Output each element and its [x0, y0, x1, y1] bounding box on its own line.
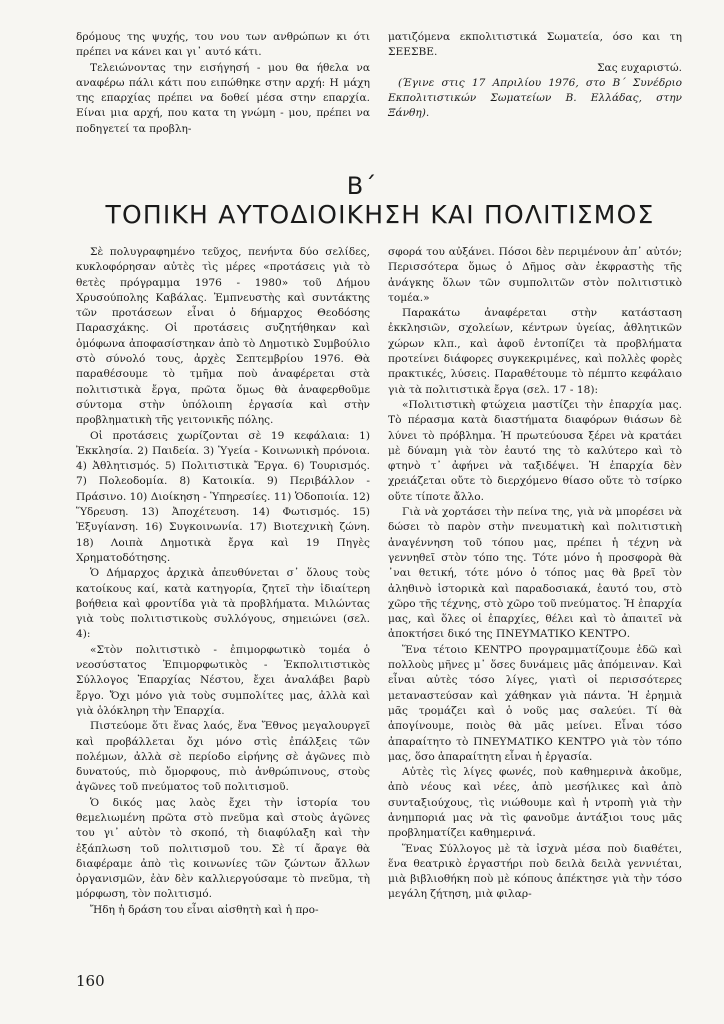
paragraph: Σὲ πολυγραφημένο τεῦχος, πενήντα δύο σελίδες, κυκλοφόρησαν αὐτὲς τὶς μέρες «προτάσεις γιὰ τὸ θετὲς πρόγραμμα 1976 - 1980» τοῦ Δήμου Χρυσούπολης Καβάλας. Ἐμπνευστὴς καὶ συντάκτης τῶν προτάσεων εἶναι ὁ δήμαρχος Θεοδόσης Παρασχάκης. Οἱ προτάσεις συζητήθηκαν καὶ ὁμόφωνα ἀποφασίστηκαν ἀπὸ τὸ Δημοτικὸ Συμβούλιο στὸ σύνολό τους, ἀρχὲς Σεπτεμβρίου 1976. Θὰ παραθέσουμε τὸ τμῆμα ποὺ ἀναφέρεται στὰ πολιτιστικὰ ἔργα, πρῶτα ὅμως θὰ ἀναφερθοῦμε σύντομα στὴν ὑπόλοιπη ἐργασία καὶ στὴν προβληματικὴ τῆς γειτονικῆς πόλης. [76, 246, 370, 427]
paragraph: δρόμους της ψυχής, του νου των ανθρώπων κι ότι πρέπει να κάνει και γι᾿ αυτό κάτι. [76, 31, 370, 59]
main-left-column [76, 245, 370, 918]
paragraph: Ἤδη ἡ δράση του εἶναι αἰσθητὴ καὶ ἡ προ- [90, 903, 319, 916]
paragraph: Ἕνας Σύλλογος μὲ τὰ ἰσχνὰ μέσα ποὺ διαθέτει, ἕνα θεατρικὸ ἐργαστήρι ποὺ δειλὰ δειλὰ γεννιέται, μιὰ βιβλιοθήκη ποὺ μὲ κόπους ἀπέκτησε γιὰ τὴν τόσο μεγάλη ζήτηση, μιὰ φιλαρ- [388, 842, 682, 901]
paragraph: σφορά του αὐξάνει. Πόσοι δὲν περιμένουν ἀπ᾿ αὐτόν; Περισσότερα ὅμως ὁ Δῆμος σὰν ἐκφραστὴς τῆς ἀνάγκης ὅλων τῶν συμπολιτῶν στὸν πολιτιστικὸ τομέα.» [388, 246, 682, 304]
section-number: Β΄ [346, 172, 378, 200]
paragraph: «Πολιτιστικὴ φτώχεια μαστίζει τὴν ἐπαρχία μας. Τὸ πέρασμα κατὰ διαστήματα διαφόρων θιάσων δὲ λύνει τὸ πρόβλημα. Ἡ πρωτεύουσα ξέρει νὰ κρατάει μὲ δύναμη γιὰ τὸν ἑαυτό της τὸ καλύτερο καὶ τὸ φτηνὸ τ᾿ ἀφήνει νὰ ταξιδέψει. Ἡ ἐπαρχία δὲν χρειάζεται οὔτε τὸ διερχόμενο θίασο οὔτε τὸ τσίρκο οὔτε τίποτε ἄλλο. [388, 398, 682, 503]
paragraph: Παρακάτω ἀναφέρεται στὴν κατάσταση ἐκκλησιῶν, σχολείων, κέντρων ὑγείας, ἀθλητικῶν χώρων κλπ., καὶ ἀφοῦ ἐντοπίζει τὰ προβλήματα προτείνει διάφορες συγκεκριμένες, καὶ πολλὲς φορὲς πρακτικές, λύσεις. Παραθέτουμε τὸ πέμπτο κεφάλαιο γιὰ τὰ πολιτιστικὰ ἔργα (σελ. 17 - 18): [388, 307, 682, 396]
paragraph: Γιὰ νὰ χορτάσει τὴν πείνα της, γιὰ νὰ μπορέσει νὰ δώσει τὸ παρὸν στὴν πνευματικὴ καὶ πολιτιστικὴ ἀναγέννηση τοῦ τόπου μας, πρέπει ἡ τέχνη νὰ γεννηθεῖ στὸν τόπο της. Τότε μόνο ἡ προσφορὰ θὰ ᾿ναι θετική, τότε μόνο ὁ τόπος μας θὰ βρεῖ τὸν ἀληθινὸ ἱστορικὰ καὶ παραδοσιακά, ἑαυτό του, στὸ χῶρο τῆς τέχνης, στὸ χῶρο τοῦ πνεύματος. Ἡ ἐπαρχία μας, καὶ ὅλες οἱ ἐπαρχίες, θέλει καὶ τὸ ἀπαιτεῖ νὰ ἀποκτήσει δικό της ΠΝΕΥΜΑΤΙΚΟ ΚΕΝΤΡΟ. [388, 506, 682, 641]
paragraph: Πιστεύομε ὅτι ἕνας λαός, ἕνα Ἔθνος μεγαλουργεῖ καὶ προβάλλεται ὄχι μόνο στὶς ἐπάλξεις τῶν πολέμων, ἀλλὰ σὲ περίοδο εἰρήνης σὲ ἀγῶνες πιὸ δυνατούς, πιὸ ὄμορφους, πιὸ ἀνθρώπινους, στοὺς ἀγῶνες τοῦ πνεύματος τοῦ πολιτισμοῦ. [76, 720, 370, 794]
page-number: 160 [76, 972, 105, 990]
paragraph: Οἱ προτάσεις χωρίζονται σὲ 19 κεφάλαια: 1) Ἐκκλησία. 2) Παιδεία. 3) Ὑγεία - Κοινωνικὴ πρόνοια. 4) Ἀθλητισμός. 5) Πολιτιστικὰ Ἔργα. 6) Τουρισμός. 7) Πολεοδομία. 8) Κατοικία. 9) Περιβάλλον - Πράσινο. 10) Διοίκηση - Ὑπηρεσίες. 11) Ὁδοποιία. 12) Ὕδρευση. 13) Ἀποχέτευση. 14) Φωτισμός. 15) Ἐξυγίανση. 16) Συγκοινωνία. 17) Βιοτεχνικὴ ζώνη. 18) Λοιπὰ Δημοτικὰ ἔργα καὶ 19 Πηγὲς Χρηματοδότησης. [76, 429, 370, 564]
paragraph: Αὐτὲς τὶς λίγες φωνές, ποὺ καθημερινὰ ἀκοῦμε, ἀπὸ νέους καὶ νέες, ἀπὸ μεσήλικες καὶ ἀπὸ συνταξιούχους, τὶς νιώθουμε καὶ ἡ ντροπὴ γιὰ τὴν ἀνημποριά μας νὰ τὶς φανοῦμε ἀντάξιοι τους μᾶς προβληματίζει καθημερινά. [388, 766, 682, 840]
main-right-column [388, 245, 682, 903]
paragraph: ματιζόμενα εκπολιτιστικά Σωματεία, όσο και τη ΣΕΕΣΒΕ. [388, 31, 682, 59]
paragraph: «Στὸν πολιτιστικὸ - ἐπιμορφωτικὸ τομέα ὁ νεοσύστατος Ἐπιμορφωτικὸς - Ἐκπολιτιστικὸς Σύλλογος Ἐπαρχίας Νέστου, ἔχει ἀναλάβει βαρὺ ἔργο. Ὄχι μόνο γιὰ τοὺς συμπολίτες μας, ἀλλὰ καὶ γιὰ ὁλόκληρη τὴν Ἐπαρχία. [76, 643, 370, 717]
paragraph: Τελειώνοντας την εισήγησή - μου θα ήθελα να αναφέρω πάλι κάτι που ειπώθηκε στην αρχή: Η μάχη της επαρχίας πρέπει να δοθεί μέσα στην επαρχία. Είναι μια αρχή, που κατα τη γνώμη - μου, πρέπει να ποδηγετεί τα προβλη- [76, 61, 370, 135]
paragraph: Ἕνα τέτοιο ΚΕΝΤΡΟ προγραμματίζουμε ἐδῶ καὶ πολλοὺς μῆνες μ᾿ ὅσες δυνάμεις μᾶς ἀπόμειναν. Καὶ εἶναι αὐτὲς τόσο λίγες, γιατὶ οἱ περισσότερες μεταναστεύσαν καὶ χάθηκαν γιὰ πάντα. Ἡ ἐρημιὰ μᾶς τρομάζει καὶ ὁ νοῦς μας σαλεύει. Τί θὰ ἀπογίνουμε, ποιὸς θὰ μᾶς μείνει. Εἶναι τόσο ἀπαραίτητο τὸ ΠΝΕΥΜΑΤΙΚΟ ΚΕΝΤΡΟ γιὰ τὸν τόπο μας, ὅσο ἀπαραίτητη εἶναι ἡ ἐργασία. [388, 643, 682, 763]
paragraph: Ὁ δικός μας λαὸς ἔχει τὴν ἱστορία του θεμελιωμένη πρῶτα στὸ πνεῦμα καὶ στοὺς ἀγῶνες του γι᾿ αὐτὸν τὸ σκοπό, τὴ διαφύλαξη καὶ τὴν ἐξάπλωση τοῦ πολιτισμοῦ του. Σὲ τί ἄραγε θὰ διαφέραμε ἀπὸ τὶς κοινωνίες τῶν ζώντων ἄλλων ὀργανισμῶν, ἐὰν δὲν καλλιεργούσαμε τὸ πνεῦμα, τὴ μόρφωση, τὸν πολιτισμό. [76, 796, 370, 901]
source-note: (Έγινε στις 17 Απριλίου 1976, στο Β΄ Συνέδριο Εκπολιτιστικών Σωματείων Β. Ελλάδας, στην Ξάνθη). [388, 76, 682, 120]
section-title: ΤΟΠΙΚΗ ΑΥΤΟΔΙΟΙΚΗΣΗ ΚΑΙ ΠΟΛΙΤΙΣΜΟΣ [105, 200, 655, 229]
paragraph: Ὁ Δήμαρχος ἀρχικὰ ἀπευθύνεται σ᾿ ὅλους τοὺς κατοίκους καί, κατὰ κατηγορία, ζητεῖ τὴν ἰδιαίτερη βοήθεια καὶ φροντίδα γιὰ τὰ προβλήματα. Μιλώντας γιὰ τοὺς πολιτιστικοὺς συλλόγους, σημειώνει (σελ. 4): [76, 567, 370, 641]
top-right-column [388, 30, 682, 122]
top-left-column [76, 30, 370, 137]
closing-thanks: Σας ευχαριστώ. [597, 61, 682, 74]
